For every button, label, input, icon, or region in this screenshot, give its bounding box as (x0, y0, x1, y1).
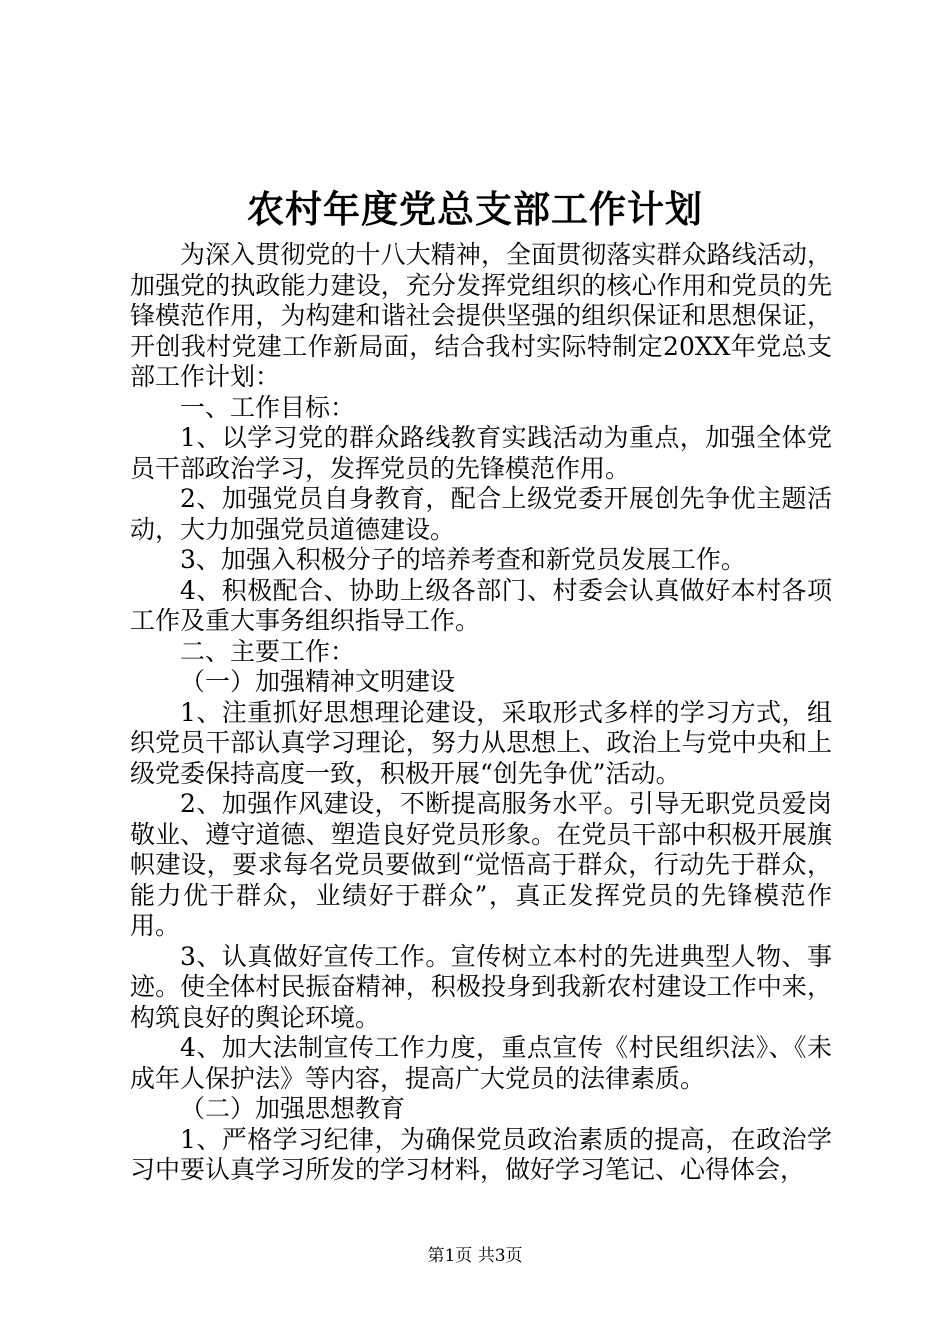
page-footer: 第1页 共3页 (427, 1246, 523, 1266)
civilization-item-4: 4、加大法制宣传工作力度，重点宣传《村民组织法》、《未成年人保护法》等内容，提高广大党员的法律素质。 (130, 1033, 832, 1093)
goal-item-2: 2、加强党员自身教育，配合上级党委开展创先争优主题活动，大力加强党员道德建设。 (130, 484, 832, 544)
civilization-item-1: 1、注重抓好思想理论建设，采取形式多样的学习方式，组织党员干部认真学习理论，努力从思想上、政治上与党中央和上级党委保持高度一致，积极开展“创先争优”活动。 (130, 697, 832, 788)
document-title: 农村年度党总支部工作计划 (247, 187, 703, 231)
section-heading-main-work: 二、主要工作： (180, 636, 356, 666)
civilization-item-2: 2、加强作风建设，不断提高服务水平。引导无职党员爱岗敬业、遵守道德、塑造良好党员形象。在党员干部中积极开展旗帜建设，要求每名党员要做到“觉悟高于群众，行动先于群众，能力优于群众，业绩好于群众”，真正发挥党员的先锋模范作用。 (130, 789, 832, 940)
civilization-item-3: 3、认真做好宣传工作。宣传树立本村的先进典型人物、事迹。使全体村民振奋精神，积极投身到我新农村建设工作中来，构筑良好的舆论环境。 (130, 941, 832, 1032)
ideology-item-1: 1、严格学习纪律，为确保党员政治素质的提高，在政治学习中要认真学习所发的学习材料，做好学习笔记、心得体会， (130, 1124, 832, 1184)
subsection-heading-civilization: （一）加强精神文明建设 (180, 667, 456, 696)
subsection-heading-ideology: （二）加强思想教育 (180, 1094, 406, 1123)
goal-item-4: 4、积极配合、协助上级各部门、村委会认真做好本村各项工作及重大事务组织指导工作。 (130, 575, 832, 635)
section-heading-goals: 一、工作目标： (180, 392, 356, 422)
goal-item-3: 3、加强入积极分子的培养考查和新党员发展工作。 (180, 545, 746, 574)
intro-paragraph: 为深入贯彻党的十八大精神，全面贯彻落实群众路线活动，加强党的执政能力建设，充分发挥党组织的核心作用和党员的先锋模范作用，为构建和谐社会提供坚强的组织保证和思想保证，开创我村党建工作新局面，结合我村实际特制定20XX年党总支部工作计划： (130, 240, 832, 391)
goal-item-1: 1、以学习党的群众路线教育实践活动为重点，加强全体党员干部政治学习，发挥党员的先锋模范作用。 (130, 423, 832, 483)
document-body (130, 240, 832, 1186)
